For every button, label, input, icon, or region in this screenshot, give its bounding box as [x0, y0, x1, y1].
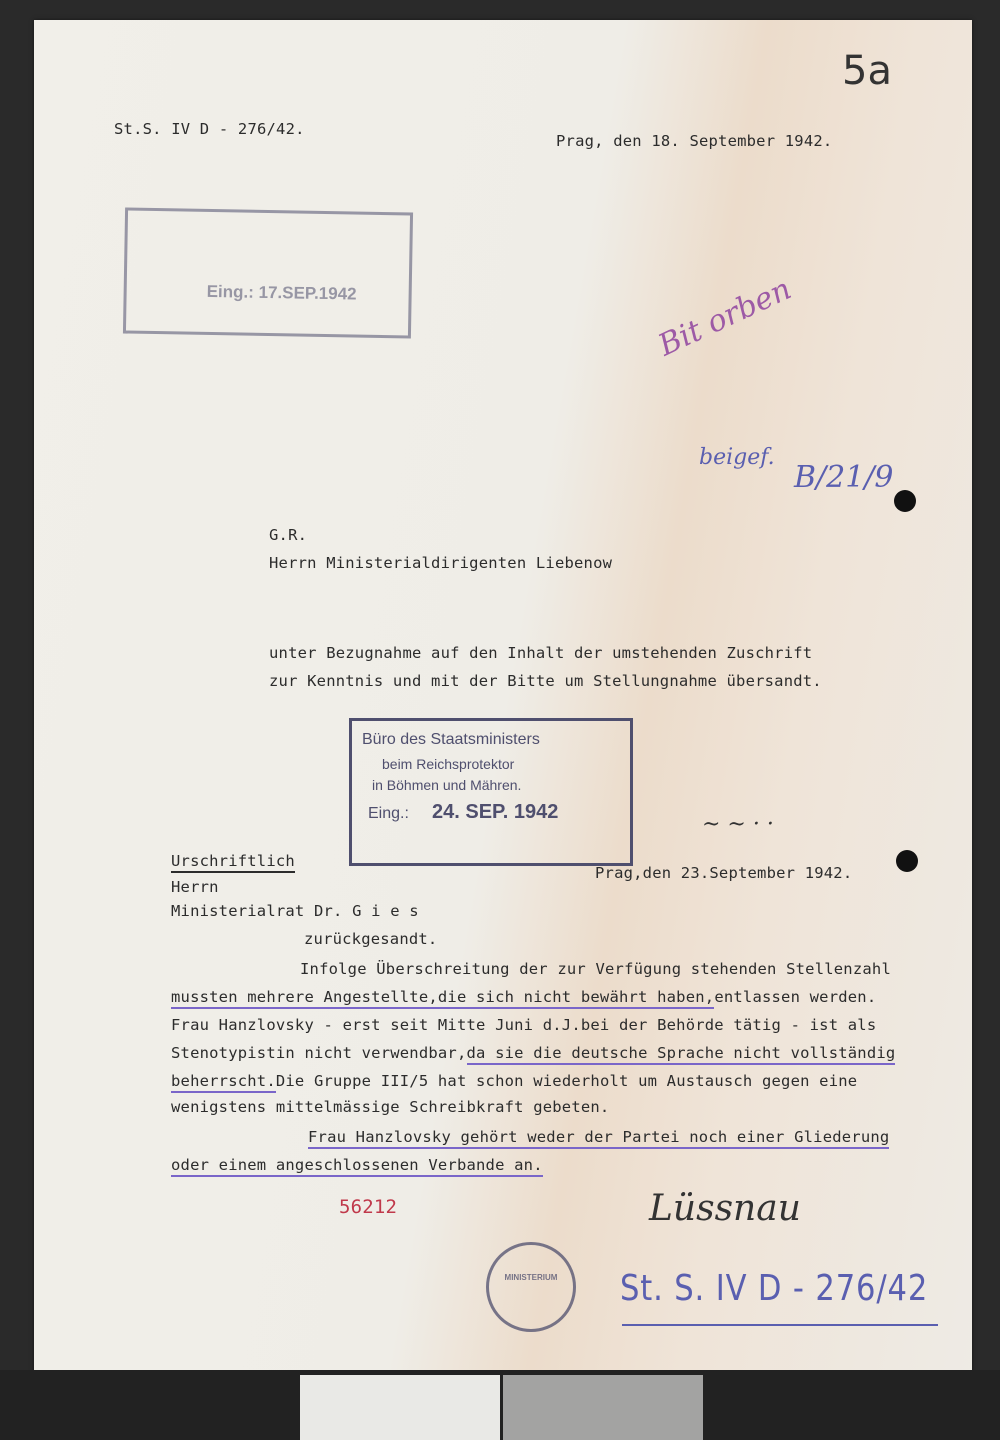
punch-hole-bottom: [896, 850, 918, 872]
reply-p1-line-6: wenigstens mittelmässige Schreibkraft gebeten.: [171, 1098, 610, 1116]
signature: Lüssnau: [649, 1188, 801, 1229]
reply-p1-line-5: beherrscht.Die Gruppe III/5 hat schon wiederholt um Austausch gegen eine: [171, 1072, 857, 1090]
reply-p1-line-2: mussten mehrere Angestellte,die sich nicht bewährt haben,entlassen werden.: [171, 988, 876, 1006]
reply-recipient-herrn: Herrn: [171, 878, 219, 896]
salutation-gr: G.R.: [269, 526, 308, 544]
bottom-reference-stamp: St. S. IV D - 276/42: [620, 1268, 929, 1309]
reply-p1-line-3: Frau Hanzlovsky - erst seit Mitte Juni d.J.bei der Behörde tätig - ist als: [171, 1016, 877, 1034]
document-page: [34, 20, 972, 1420]
body-line-1: unter Bezugnahme auf den Inhalt der umstehenden Zuschrift: [269, 644, 813, 662]
red-register-number: 56212: [339, 1196, 398, 1218]
scan-bottom-strip: [0, 1370, 1000, 1440]
received-stamp-faded: Eing.: 17.SEP.1942: [123, 207, 413, 338]
reply-p1-line-1: Infolge Überschreitung der zur Verfügung stehenden Stellenzahl: [300, 960, 891, 978]
pencil-note: Bit orben: [653, 271, 797, 364]
page-number: 5a: [842, 48, 892, 94]
reply-p2-line-2: oder einem angeschlossenen Verbande an.: [171, 1156, 543, 1177]
punch-hole-top: [894, 490, 916, 512]
color-card-white: [300, 1375, 500, 1440]
ministry-round-stamp: MINISTERIUM: [486, 1242, 576, 1332]
color-card-grey: [503, 1375, 703, 1440]
reply-recipient-name: Ministerialrat Dr. G i e s: [171, 902, 419, 920]
reply-p2-line-1: Frau Hanzlovsky gehört weder der Partei noch einer Gliederung: [308, 1128, 889, 1149]
initials-signature: ~ ~ · ·: [702, 812, 774, 837]
reference-number: St.S. IV D - 276/42.: [114, 120, 305, 138]
body-line-2: zur Kenntnis und mit der Bitte um Stellungnahme übersandt.: [269, 672, 822, 690]
reply-returned: zurückgesandt.: [304, 930, 438, 948]
blue-note-date: B/21/9: [794, 460, 894, 495]
reply-place-date: Prag,den 23.September 1942.: [595, 864, 853, 882]
place-date: Prag, den 18. September 1942.: [556, 132, 833, 150]
salutation-recipient: Herrn Ministerialdirigenten Liebenow: [269, 554, 613, 572]
reply-heading: Urschriftlich: [171, 852, 295, 873]
bottom-reference-underline: [622, 1324, 938, 1326]
received-stamp: Büro des Staatsministers beim Reichsprotektor in Böhmen und Mähren. Eing.: 24. SEP. 1942: [349, 718, 633, 866]
blue-note-beigef: beigef.: [699, 445, 775, 470]
reply-p1-line-4: Stenotypistin nicht verwendbar,da sie die deutsche Sprache nicht vollständig: [171, 1044, 895, 1062]
